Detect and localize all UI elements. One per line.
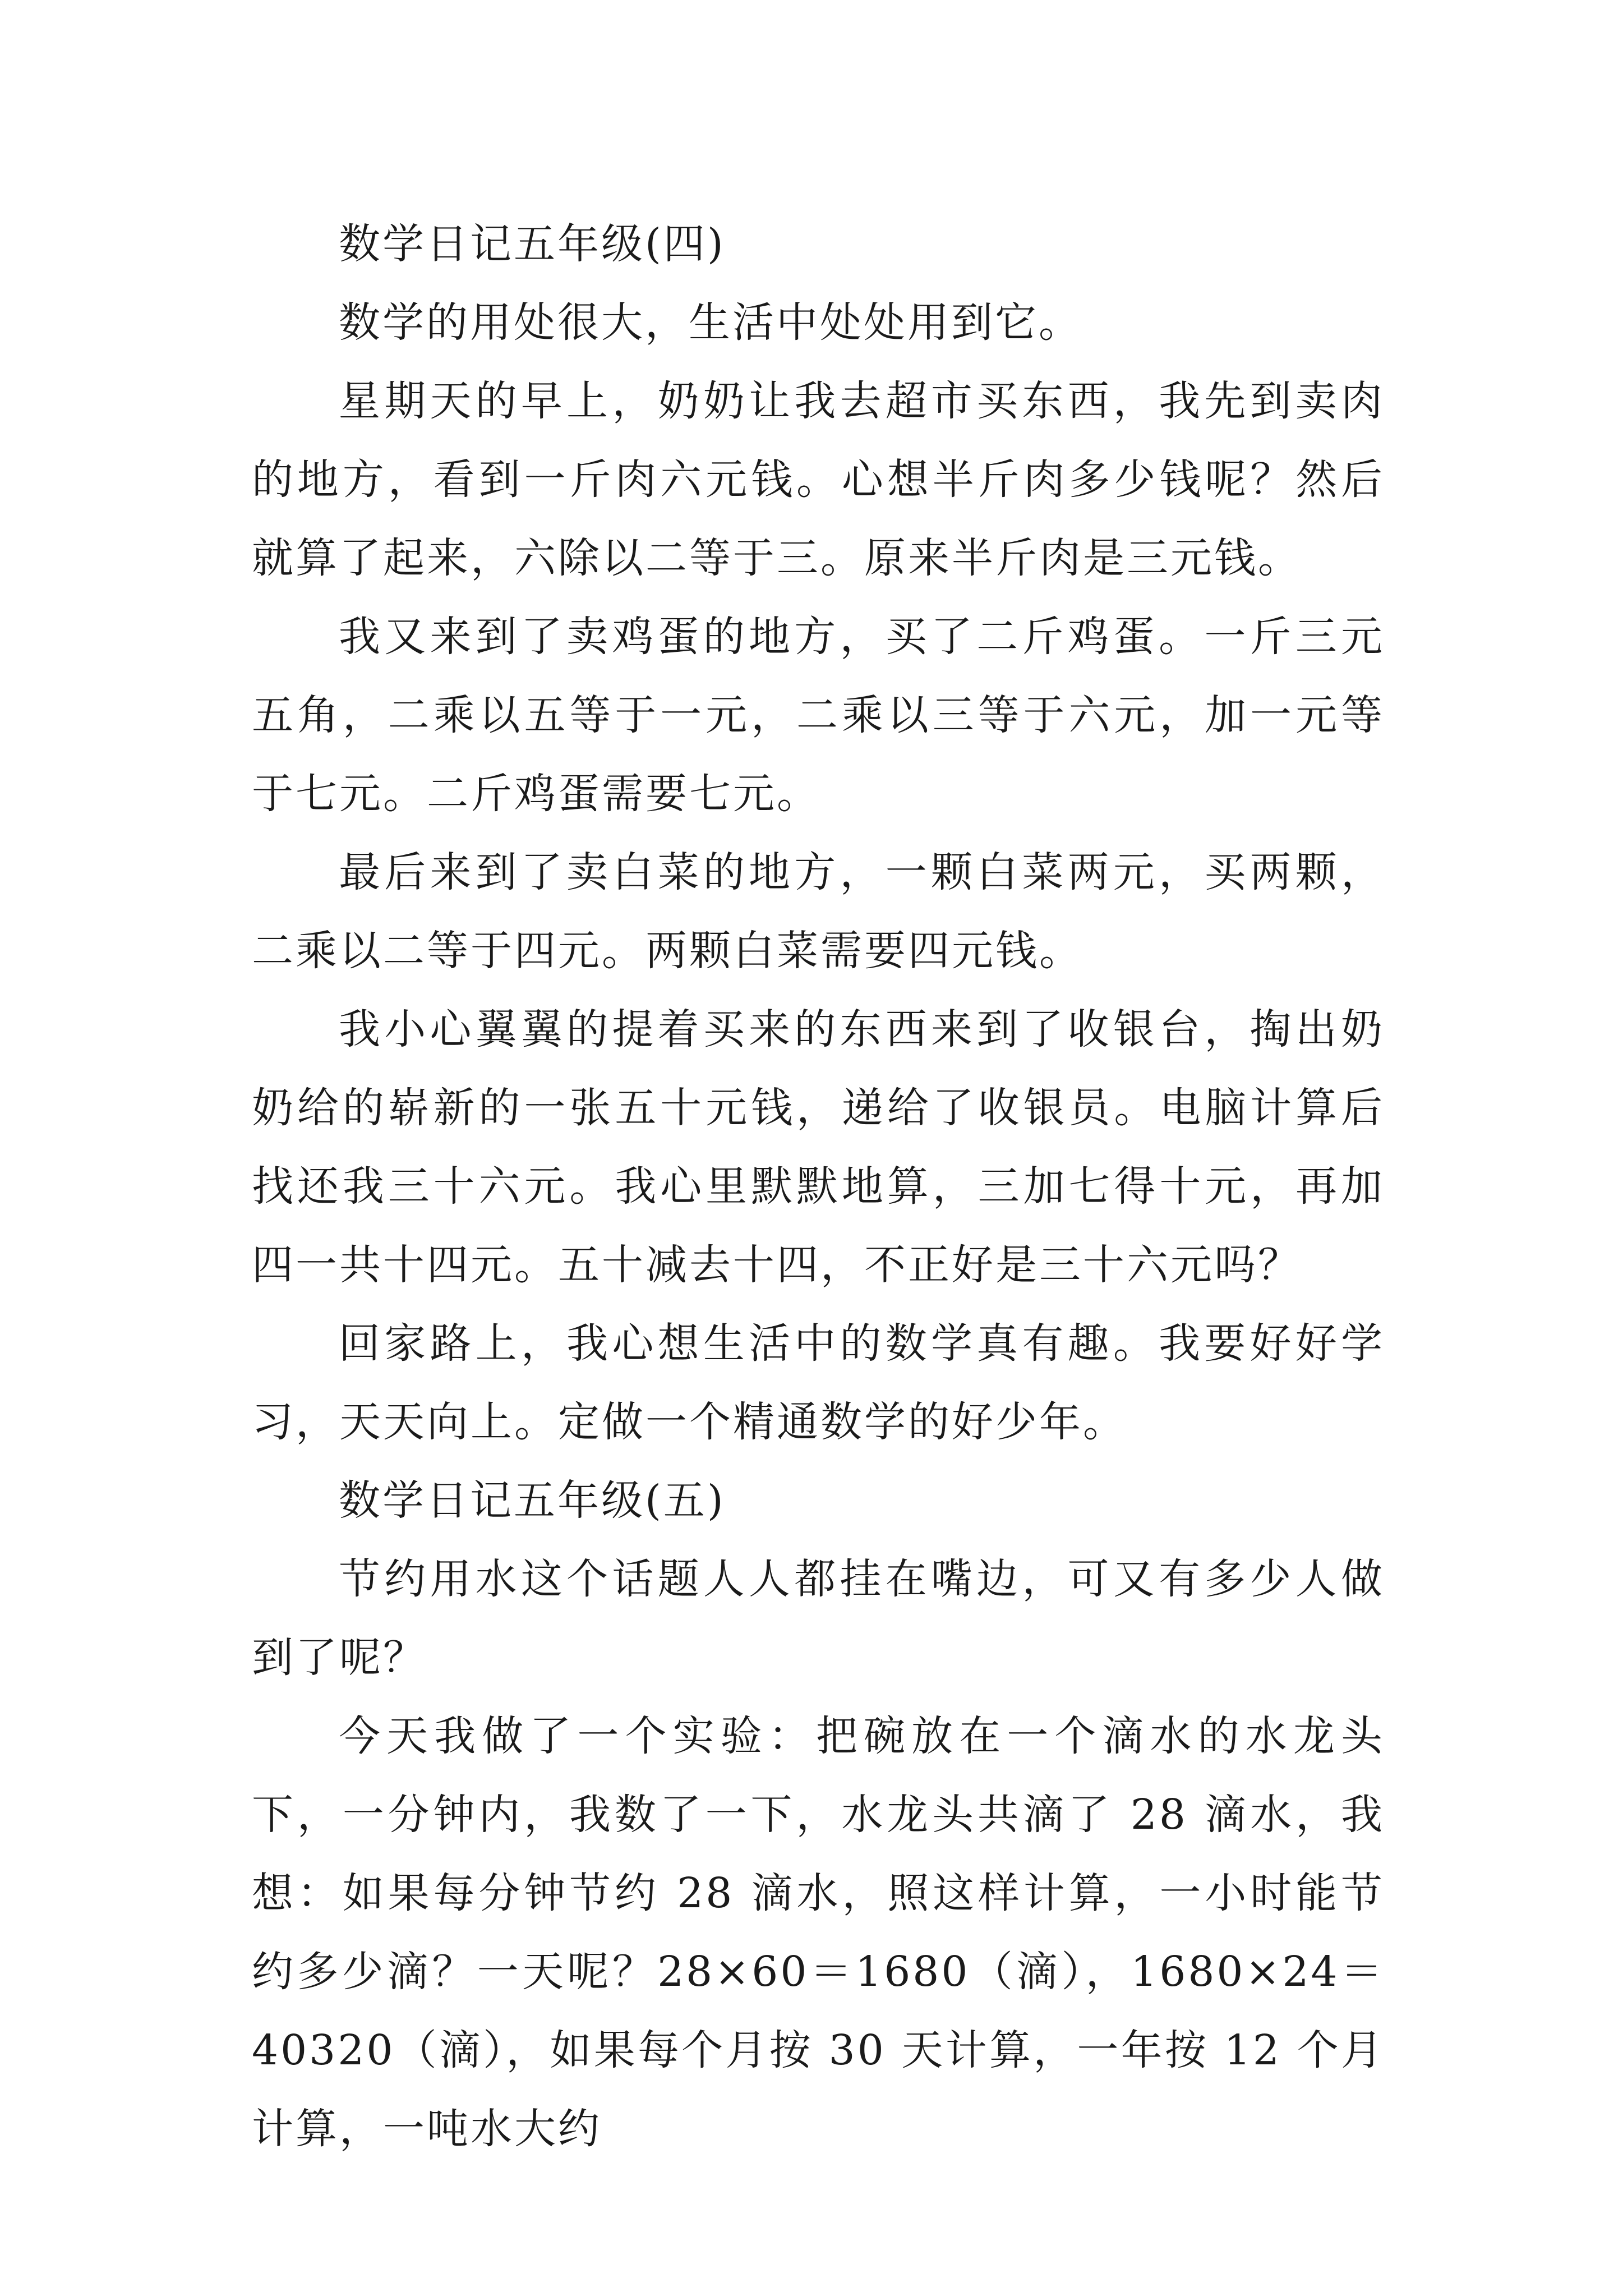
paragraph: 最后来到了卖白菜的地方，一颗白菜两元，买两颗，二乘以二等于四元。两颗白菜需要四元钱。: [252, 848, 1385, 975]
paragraph: 我又来到了卖鸡蛋的地方，买了二斤鸡蛋。一斤三元五角，二乘以五等于一元，二乘以三等于六元，加一元等于七元。二斤鸡蛋需要七元。: [252, 613, 1385, 818]
paragraph: 星期天的早上，奶奶让我去超市买东西，我先到卖肉的地方，看到一斤肉六元钱。心想半斤肉多少钱呢？然后就算了起来，六除以二等于三。原来半斤肉是三元钱。: [252, 377, 1385, 582]
paragraph: 回家路上，我心想生活中的数学真有趣。我要好好学习，天天向上。定做一个精通数学的好少年。: [252, 1319, 1385, 1446]
paragraph: 我小心翼翼的提着买来的东西来到了收银台，掏出奶奶给的崭新的一张五十元钱，递给了收银员。电脑计算后找还我三十六元。我心里默默地算，三加七得十元，再加四一共十四元。五十减去十四，不正好是三十六元吗？: [252, 1005, 1385, 1289]
diary-heading-4: 数学日记五年级(四): [339, 220, 726, 268]
paragraph: 今天我做了一个实验：把碗放在一个滴水的水龙头下，一分钟内，我数了一下，水龙头共滴了 28 滴水，我想：如果每分钟节约 28 滴水，照这样计算，一小时能节约多少滴？一天呢？28×60＝1680（滴），1680×24＝40320（滴），如果每个月按 30 天计算，一年按 12 个月计算，一吨水大约: [252, 1712, 1385, 2153]
paragraph: 节约用水这个话题人人都挂在嘴边，可又有多少人做到了呢？: [252, 1555, 1385, 1682]
paragraph: 数学的用处很大，生活中处处用到它。: [339, 298, 1082, 347]
document-body: [252, 205, 1385, 2168]
diary-heading-5: 数学日记五年级(五): [339, 1476, 726, 1525]
